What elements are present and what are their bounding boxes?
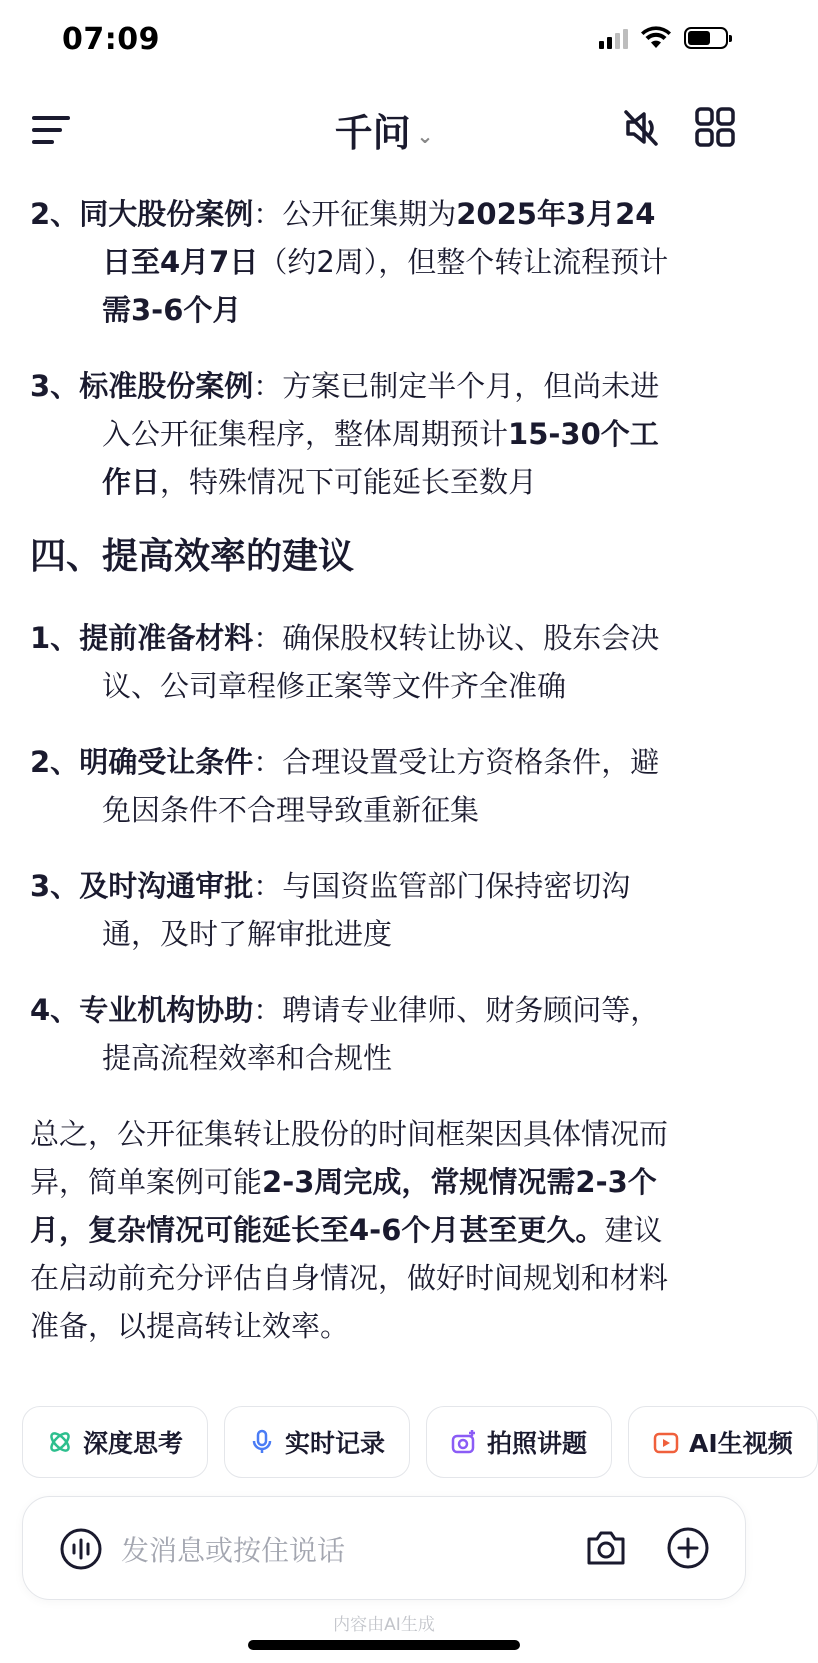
list-item-text: 议、公司章程修正案等文件齐全准确 xyxy=(102,669,567,703)
list-number: 2、 xyxy=(30,745,80,779)
battery-icon xyxy=(684,27,728,49)
summary-line xyxy=(30,1158,742,1206)
speaker-mute-icon[interactable] xyxy=(618,106,662,150)
chip-label: 拍照讲题 xyxy=(487,1429,588,1458)
message-input-bar[interactable] xyxy=(22,1496,746,1600)
status-icons xyxy=(599,26,728,50)
list-item-bold: 日至4月7日 xyxy=(102,245,259,279)
quick-action-chips xyxy=(22,1406,818,1478)
list-item-text: 免因条件不合理导致重新征集 xyxy=(102,793,480,827)
list-item-title: 提前准备材料 xyxy=(79,621,254,655)
summary-paragraph xyxy=(30,1110,742,1350)
summary-bold: 2-3周完成，常规情况需2-3个 xyxy=(262,1165,657,1199)
add-icon[interactable] xyxy=(665,1525,711,1571)
list-item xyxy=(30,190,742,334)
list-colon: ： xyxy=(253,869,283,903)
summary-text: 建议 xyxy=(604,1213,663,1247)
list-item-bold: 2025年3月24 xyxy=(456,197,656,231)
list-colon: ： xyxy=(253,197,283,231)
list-colon: ： xyxy=(253,621,283,655)
ai-disclaimer: 内容由AI生成 xyxy=(333,1615,435,1635)
list-item-text: 合理设置受让方资格条件，避 xyxy=(282,745,660,779)
list-colon: ： xyxy=(253,993,283,1027)
list-item-line xyxy=(30,614,742,662)
list-item-line xyxy=(30,986,742,1034)
chevron-down-icon: ⌄ xyxy=(416,123,434,148)
chip-label: 深度思考 xyxy=(83,1429,184,1458)
message-input-placeholder[interactable]: 发消息或按住说话 xyxy=(121,1534,346,1567)
section-heading: 四、提高效率的建议 xyxy=(30,536,355,577)
list-number: 1、 xyxy=(30,621,80,655)
chip-ai-video[interactable] xyxy=(628,1406,818,1478)
list-item-text: 方案已制定半个月，但尚未进 xyxy=(282,369,660,403)
list-item xyxy=(30,862,742,958)
summary-bold: 月，复杂情况可能延长至4-6个月甚至更久。 xyxy=(30,1213,605,1247)
summary-line: 总之，公开征集转让股份的时间框架因具体情况而 xyxy=(30,1117,669,1151)
status-time: 07:09 xyxy=(62,22,160,57)
summary-line: 在启动前充分评估自身情况，做好时间规划和材料 xyxy=(30,1261,669,1295)
list-item-text: 聘请专业律师、财务顾问等， xyxy=(282,993,660,1027)
list-item-bold: 15-30个工 xyxy=(508,417,659,451)
camera-plus-icon xyxy=(451,1429,477,1455)
list-item xyxy=(30,614,742,710)
app-header xyxy=(0,96,768,166)
list-item xyxy=(30,738,742,834)
list-item-title: 同大股份案例 xyxy=(79,197,254,231)
list-item-line xyxy=(30,362,742,410)
camera-icon[interactable] xyxy=(583,1525,629,1571)
summary-line: 准备，以提高转让效率。 xyxy=(30,1309,350,1343)
list-item-text: 通，及时了解审批进度 xyxy=(102,917,393,951)
list-item-text: （约2周），但整个转让流程预计 xyxy=(258,245,669,279)
microphone-icon xyxy=(249,1429,275,1455)
list-item-text: 确保股权转让协议、股东会决 xyxy=(282,621,660,655)
wifi-icon xyxy=(640,26,672,50)
app-title-text: 千问 xyxy=(334,111,411,155)
list-item xyxy=(30,362,742,506)
chip-label: 实时记录 xyxy=(285,1429,386,1458)
list-colon: ： xyxy=(253,745,283,779)
list-item-line xyxy=(30,410,742,458)
list-number: 3、 xyxy=(30,869,80,903)
list-item-bold: 作日 xyxy=(102,465,161,499)
list-number: 3、 xyxy=(30,369,80,403)
list-item-title: 专业机构协助 xyxy=(79,993,254,1027)
list-item xyxy=(30,986,742,1082)
list-item-text: 提高流程效率和合规性 xyxy=(102,1041,393,1075)
home-indicator[interactable] xyxy=(248,1640,520,1650)
status-bar xyxy=(0,0,768,84)
cellular-signal-icon xyxy=(599,27,628,49)
list-item-line xyxy=(30,458,742,506)
summary-text: 异，简单案例可能 xyxy=(30,1165,263,1199)
list-item-line xyxy=(30,190,742,238)
list-item-text: ，特殊情况下可能延长至数月 xyxy=(160,465,538,499)
list-item-text: 公开征集期为 xyxy=(282,197,457,231)
grid-apps-icon[interactable] xyxy=(694,106,736,148)
list-item-line xyxy=(30,238,742,286)
chip-photo-explain[interactable] xyxy=(426,1406,612,1478)
list-colon: ： xyxy=(253,369,283,403)
list-item-text: 与国资监管部门保持密切沟 xyxy=(282,869,631,903)
list-item-title: 及时沟通审批 xyxy=(79,869,254,903)
chip-deep-think[interactable] xyxy=(22,1406,208,1478)
list-item-line xyxy=(30,862,742,910)
list-item-title: 明确受让条件 xyxy=(79,745,254,779)
list-item-bold: 需3-6个月 xyxy=(102,293,242,327)
chat-message-content xyxy=(30,190,742,1350)
video-icon xyxy=(653,1429,679,1455)
list-item-line xyxy=(30,286,742,334)
list-number: 4、 xyxy=(30,993,80,1027)
chip-label: AI生视频 xyxy=(689,1429,793,1458)
list-item-text: 入公开征集程序，整体周期预计 xyxy=(102,417,509,451)
summary-line xyxy=(30,1206,742,1254)
list-item-line xyxy=(30,738,742,786)
list-item-title: 标准股份案例 xyxy=(79,369,254,403)
voice-input-icon[interactable] xyxy=(59,1527,103,1571)
chip-realtime-record[interactable] xyxy=(224,1406,410,1478)
list-number: 2、 xyxy=(30,197,80,231)
deep-think-icon xyxy=(47,1429,73,1455)
